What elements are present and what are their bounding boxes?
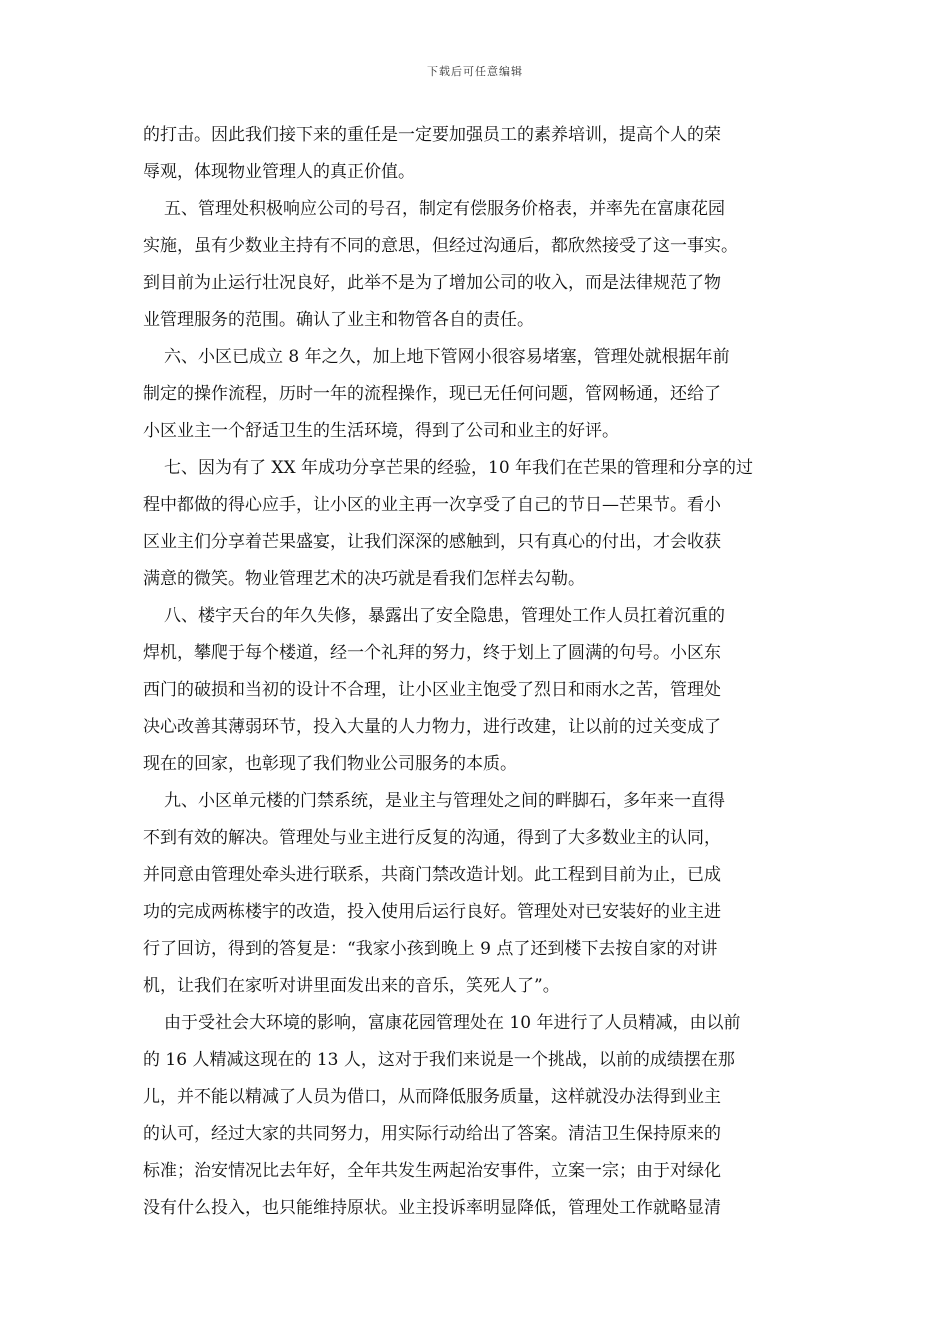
text-line: 的认可，经过大家的共同努力，用实际行动给出了答案。清洁卫生保持原来的: [143, 1124, 721, 1144]
text-line: 七、因为有了 XX 年成功分享芒果的经验，10 年我们在芒果的管理和分享的过: [164, 458, 754, 478]
page-header: 下载后可任意编辑: [427, 65, 523, 78]
text-line: 焊机，攀爬于每个楼道，经一个礼拜的努力，终于划上了圆满的句号。小区东: [143, 643, 721, 663]
text-line: 的打击。因此我们接下来的重任是一定要加强员工的素养培训，提高个人的荣: [143, 125, 721, 145]
text-line: 区业主们分享着芒果盛宴，让我们深深的感触到，只有真心的付出，才会收获: [143, 532, 721, 552]
paragraph-item-7: [143, 450, 843, 598]
text-line: 儿，并不能以精减了人员为借口，从而降低服务质量，这样就没办法得到业主: [143, 1087, 721, 1107]
paragraph-item-5: [143, 191, 843, 339]
document-body: [143, 117, 843, 1227]
text-line: 由于受社会大环境的影响，富康花园管理处在 10 年进行了人员精减，由以前: [164, 1013, 741, 1033]
text-line: 决心改善其薄弱环节，投入大量的人力物力，进行改建，让以前的过关变成了: [143, 717, 721, 737]
text-line: 业管理服务的范围。确认了业主和物管各自的责任。: [143, 310, 534, 330]
text-line: 并同意由管理处牵头进行联系，共商门禁改造计划。此工程到目前为止，已成: [143, 865, 721, 885]
text-line: 制定的操作流程，历时一年的流程操作，现已无任何问题，管网畅通，还给了: [143, 384, 721, 404]
text-line: 小区业主一个舒适卫生的生活环境，得到了公司和业主的好评。: [143, 421, 619, 441]
text-line: 的 16 人精减这现在的 13 人，这对于我们来说是一个挑战，以前的成绩摆在那: [143, 1050, 735, 1070]
text-line: 功的完成两栋楼宇的改造，投入使用后运行良好。管理处对已安装好的业主进: [143, 902, 721, 922]
text-line: 西门的破损和当初的设计不合理，让小区业主饱受了烈日和雨水之苦，管理处: [143, 680, 721, 700]
text-line: 没有什么投入，也只能维持原状。业主投诉率明显降低，管理处工作就略显清: [143, 1198, 721, 1218]
text-line: 实施，虽有少数业主持有不同的意思，但经过沟通后，都欣然接受了这一事实。: [143, 236, 738, 256]
text-line: 辱观，体现物业管理人的真正价值。: [143, 162, 415, 182]
text-line: 满意的微笑。物业管理艺术的决巧就是看我们怎样去勾勒。: [143, 569, 585, 589]
text-line: 机，让我们在家听对讲里面发出来的音乐，笑死人了”。: [143, 976, 560, 996]
paragraph-continuation: [143, 117, 843, 191]
paragraph-item-8: [143, 598, 843, 783]
paragraph-item-9: [143, 783, 843, 1005]
text-line: 到目前为止运行壮况良好，此举不是为了增加公司的收入，而是法律规范了物: [143, 273, 721, 293]
text-line: 现在的回家，也彰现了我们物业公司服务的本质。: [143, 754, 517, 774]
paragraph-summary: [143, 1005, 843, 1227]
text-line: 行了回访，得到的答复是：“我家小孩到晚上 9 点了还到楼下去按自家的对讲: [143, 939, 718, 959]
text-line: 六、小区已成立 8 年之久，加上地下管网小很容易堵塞，管理处就根据年前: [164, 347, 730, 367]
text-line: 八、楼宇天台的年久失修，暴露出了安全隐患，管理处工作人员扛着沉重的: [164, 606, 725, 626]
text-line: 九、小区单元楼的门禁系统，是业主与管理处之间的畔脚石，多年来一直得: [164, 791, 725, 811]
text-line: 标准；治安情况比去年好，全年共发生两起治安事件，立案一宗；由于对绿化: [143, 1161, 721, 1181]
text-line: 五、管理处积极响应公司的号召，制定有偿服务价格表，并率先在富康花园: [164, 199, 725, 219]
text-line: 程中都做的得心应手，让小区的业主再一次享受了自己的节日—芒果节。看小: [143, 495, 721, 515]
paragraph-item-6: [143, 339, 843, 450]
text-line: 不到有效的解决。管理处与业主进行反复的沟通，得到了大多数业主的认同，: [143, 828, 721, 848]
